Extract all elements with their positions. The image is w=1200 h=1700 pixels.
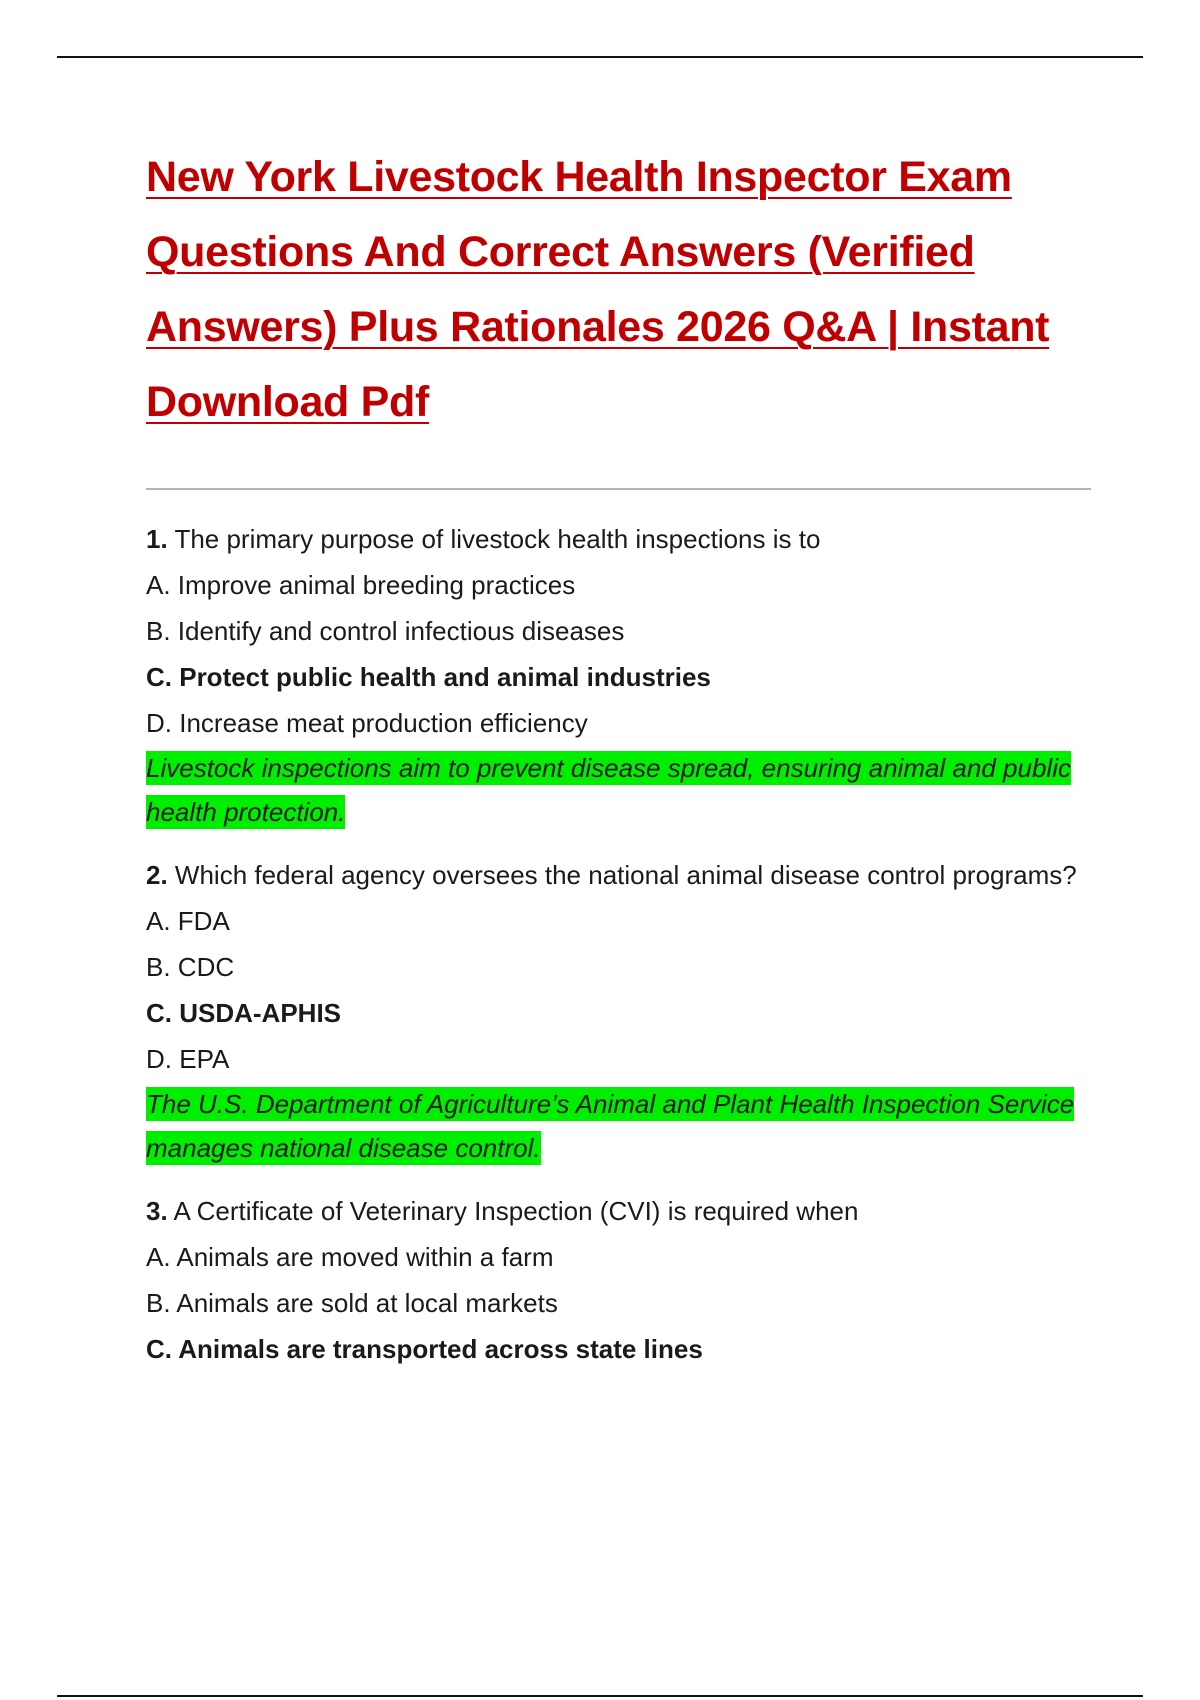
answer-option-b: B. Identify and control infectious diseases — [146, 616, 625, 646]
question-1 — [146, 516, 1091, 834]
rationale-highlight: The U.S. Department of Agriculture’s Animal and Plant Health Inspection Service manages national disease control. — [146, 1089, 1075, 1163]
answer-option-a: A. FDA — [146, 906, 230, 936]
question-number: 1. — [146, 524, 168, 554]
answer-option-a: A. Improve animal breeding practices — [146, 570, 576, 600]
rationale-highlight: Livestock inspections aim to prevent disease spread, ensuring animal and public health protection. — [146, 753, 1071, 827]
question-3 — [146, 1188, 1091, 1372]
question-stem — [146, 516, 1091, 562]
question-stem — [146, 852, 1091, 898]
answer-option-c-correct: C. USDA-APHIS — [146, 998, 342, 1028]
document-title[interactable]: New York Livestock Health Inspector Exam Questions And Correct Answers (Verified Answers) Plus Rationales 2026 Q&A | Instant Download Pdf — [146, 153, 1050, 426]
header-rule — [57, 56, 1143, 58]
answer-option-d: D. Increase meat production efficiency — [146, 708, 588, 738]
footer-rule — [57, 1695, 1143, 1697]
answer-option-b: B. CDC — [146, 952, 235, 982]
answer-option-d: D. EPA — [146, 1044, 230, 1074]
question-number: 2. — [146, 860, 168, 890]
question-text: A Certificate of Veterinary Inspection (CVI) is required when — [167, 1196, 859, 1226]
document-body — [146, 140, 1091, 1372]
question-stem — [146, 1188, 1091, 1234]
answer-option-a: A. Animals are moved within a farm — [146, 1242, 554, 1272]
rationale — [146, 1082, 1091, 1170]
answer-option-c-correct: C. Animals are transported across state lines — [146, 1334, 703, 1364]
title-separator — [146, 488, 1091, 490]
question-list — [146, 516, 1091, 1372]
question-2 — [146, 852, 1091, 1170]
question-text: The primary purpose of livestock health inspections is to — [167, 524, 821, 554]
answer-option-b: B. Animals are sold at local markets — [146, 1288, 558, 1318]
question-text: Which federal agency oversees the national animal disease control programs? — [167, 860, 1077, 890]
question-number: 3. — [146, 1196, 168, 1226]
answer-option-c-correct: C. Protect public health and animal industries — [146, 662, 711, 692]
rationale — [146, 746, 1091, 834]
